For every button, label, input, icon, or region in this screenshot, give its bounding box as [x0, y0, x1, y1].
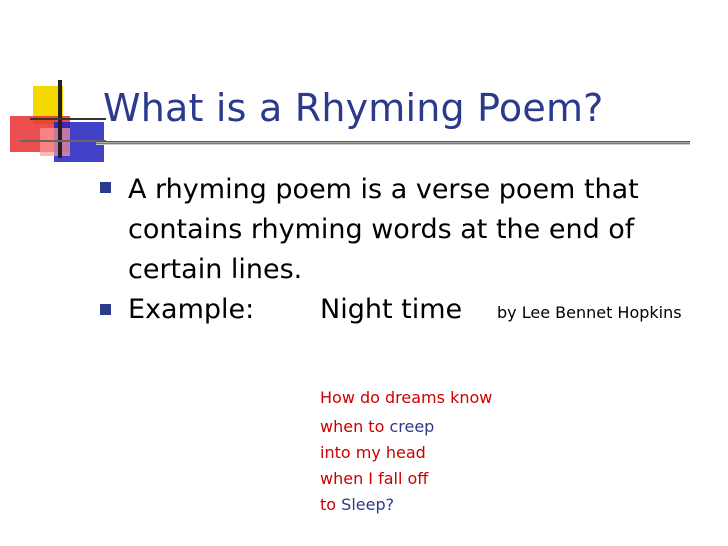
bullet-text: A rhyming poem is a verse poem that contains rhyming words at the end of certain lines. — [128, 174, 639, 285]
slide-title: What is a Rhyming Poem? — [103, 86, 604, 130]
poem-line — [320, 492, 492, 518]
decorative-color-blocks-logo — [0, 0, 110, 170]
poem-line-text: when I fall off — [320, 469, 429, 488]
poem-line-text: into my head — [320, 443, 426, 462]
poem-line-highlight: Sleep? — [341, 495, 395, 514]
poem-title: Night time — [320, 294, 463, 325]
poem-line-text: to — [320, 495, 342, 514]
bullet-example — [100, 292, 700, 332]
poem-line-highlight: creep — [389, 417, 435, 436]
poem-line-text: How do dreams know — [320, 388, 493, 407]
poem-line-text: when to — [320, 417, 390, 436]
poem-line — [320, 385, 492, 411]
poem-line — [320, 414, 492, 440]
example-label: Example: — [128, 294, 255, 325]
poem-line — [320, 466, 492, 492]
square-bullet-icon — [100, 304, 111, 315]
square-bullet-icon — [100, 182, 111, 193]
poem-byline: by Lee Bennet Hopkins — [497, 303, 682, 322]
poem-excerpt — [320, 385, 492, 518]
title-underline — [96, 141, 690, 145]
poem-line — [320, 440, 492, 466]
